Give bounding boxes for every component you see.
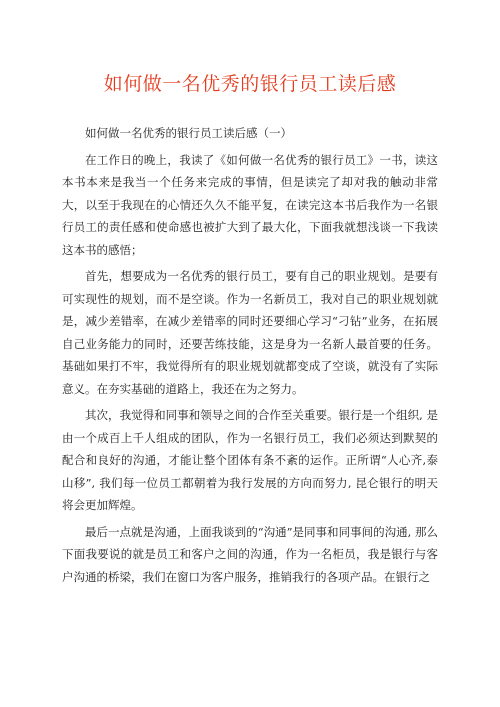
paragraph-1: 在工作日的晚上，我读了《如何做一名优秀的银行员工》一书，读这本书本来是我当一个任务来完成的事情，但是读完了却对我的触动非常大，以至于我现在的心情还久久不能平复，在读完这本书后我作为一名银行员工的责任感和使命感也被扩大到了最大化，下面我就想浅谈一下我读这本书的感悟； bbox=[62, 152, 438, 257]
document-body bbox=[62, 122, 438, 592]
paragraph-2: 首先，想要成为一名优秀的银行员工，要有自己的职业规划。是要有可实现性的规划，而不是空谈。作为一名新员工，我对自己的职业规划就是，减少差错率，在减少差错率的同时还要细心学习“刁钻”业务，在拓展自己业务能力的同时，还要苦练技能，这是身为一名新人最首要的任务。基础如果打不牢，我觉得所有的职业规划就都变成了空谈，就没有了实际意义。在夯实基础的道路上，我还在为之努力。 bbox=[62, 269, 438, 396]
paragraph-3: 其次，我觉得和同事和领导之间的合作至关重要。银行是一个组织, 是由一个成百上千人组成的团队，作为一名银行员工，我们必须达到默契的配合和良好的沟通，才能让整个团体有条不紊的运作。正所谓“人心齐,泰山移”, 我们每一位员工都朝着为我行发展的方向而努力, 昆仑银行的明天将会更加辉煌。 bbox=[62, 408, 438, 512]
paragraph-4: 最后一点就是沟通，上面我谈到的“沟通”是同事和同事间的沟通, 那么下面我要说的就是员工和客户之间的沟通，作为一名柜员，我是银行与客户沟通的桥梁，我们在窗口为客户服务，推销我行的各项产品。在银行之 bbox=[62, 524, 438, 584]
document-subtitle: 如何做一名优秀的银行员工读后感（一） bbox=[85, 126, 292, 140]
document-title: 如何做一名优秀的银行员工读后感 bbox=[103, 73, 397, 95]
